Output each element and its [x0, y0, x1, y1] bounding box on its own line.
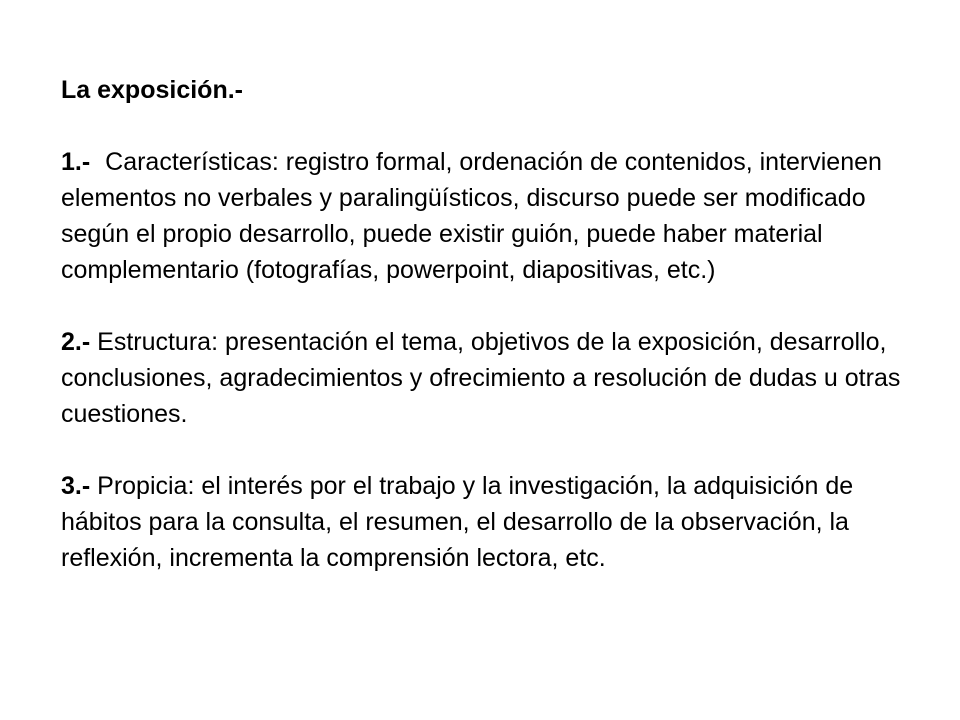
- section-1-text: Características: registro formal, ordenación de contenidos, intervienen elementos no verbales y paralingüísticos, discurso puede ser modificado según el propio desarrollo, puede existir guión, puede haber material complementario (fotografías, powerpoint, diapositivas, etc.): [61, 148, 882, 284]
- section-2: [61, 324, 921, 432]
- section-3-text: Propicia: el interés por el trabajo y la investigación, la adquisición de hábitos para la consulta, el resumen, el desarrollo de la observación, la reflexión, incrementa la comprensión lectora, etc.: [61, 472, 854, 572]
- section-3: [61, 468, 921, 576]
- section-2-text: Estructura: presentación el tema, objetivos de la exposición, desarrollo, conclusiones, agradecimientos y ofrecimiento a resolución de dudas u otras cuestiones.: [61, 328, 901, 428]
- section-2-number: 2.-: [61, 328, 91, 356]
- slide-title: La exposición.-: [61, 76, 243, 104]
- section-1-number: 1.-: [61, 148, 91, 176]
- spacer: [61, 432, 921, 468]
- section-1: [61, 144, 921, 288]
- section-3-number: 3.-: [61, 472, 91, 500]
- spacer: [61, 108, 921, 144]
- slide-content: [61, 72, 921, 576]
- spacer: [61, 288, 921, 324]
